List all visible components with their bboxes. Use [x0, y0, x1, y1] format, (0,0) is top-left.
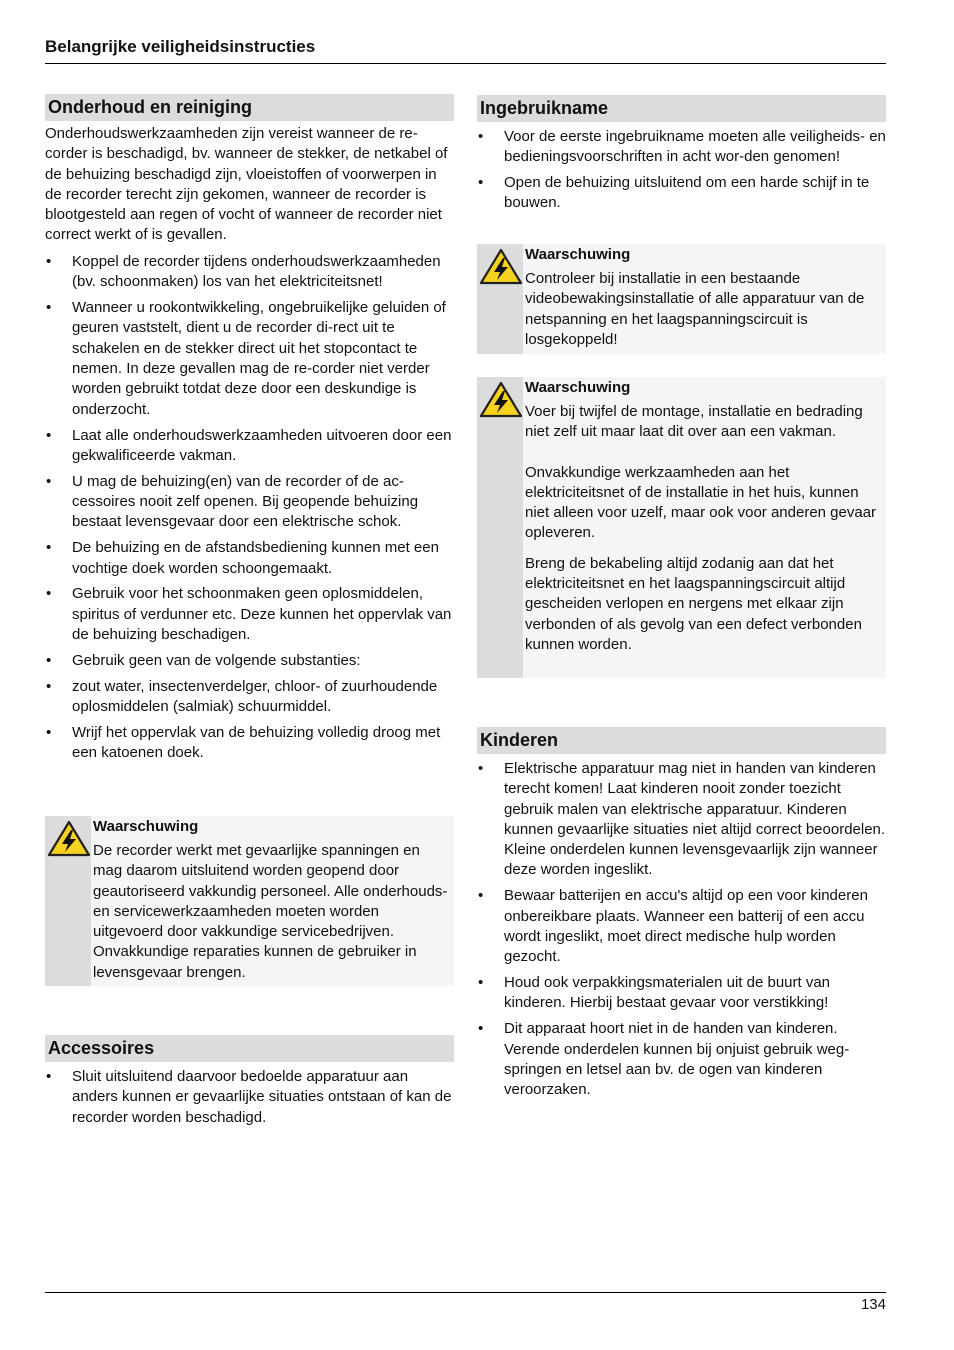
- ingebruikname-list: [477, 127, 886, 219]
- list-item: • Dit apparaat hoort niet in de handen van kinderen. Verende onderdelen kunnen bij onjuist gebruik weg-springen en letsel aan bv. de ogen van kinderen veroorzaken.: [478, 1020, 850, 1099]
- onderhoud-intro: Onderhoudswerkzaamheden zijn vereist wanneer de re-corder is beschadigd, bv. wanneer de stekker, de netkabel of de behuizing beschadigd zijn, vloeistoffen of voorwerpen in de recorder terecht zijn gekomen, wanneer de recorder is blootgesteld aan regen of vocht of wanneer de recorder niet correct werkt of is gevallen.: [45, 125, 448, 244]
- bullet: •: [46, 426, 52, 444]
- bullet: •: [478, 887, 484, 905]
- list-item: • Voor de eerste ingebruikname moeten alle veiligheids- en bedieningsvoorschriften in acht wor-den genomen!: [478, 128, 886, 166]
- list-item: • Open de behuizing uitsluitend om een harde schijf in te bouwen.: [478, 174, 870, 212]
- list-item: • Bewaar batterijen en accu's altijd op een voor kinderen onbereikbare plaats. Wanneer een batterij of een accu wordt ingeslikt, moet direct medische hulp worden gezocht.: [478, 887, 868, 966]
- list-item: • Wrijf het oppervlak van de behuizing volledig droog met een katoenen doek.: [46, 723, 441, 762]
- accessoires-list: [45, 1067, 454, 1133]
- bullet: •: [478, 974, 484, 992]
- warning-text: Controleer bij installatie in een bestaande videobewakingsinstallatie of alle apparatuur van de netspanning en het laagspanningscircuit is losgekoppeld!: [525, 270, 865, 348]
- page-footer: [45, 1292, 886, 1313]
- bullet: •: [46, 253, 52, 270]
- high-voltage-warning-icon: [479, 381, 523, 419]
- list-item: • Gebruik geen van de volgende substanties:: [45, 651, 454, 671]
- list-item: • Elektrische apparatuur mag niet in handen van kinderen terecht komen! Laat kinderen nooit zonder toezicht gebruik malen van elektrische apparatuur. Kinderen kunnen gevaarlijke situaties niet altijd correct beoordelen. Kleine onderdelen kunnen levensgevaarlijk zijn wanneer deze worden ingeslikt.: [478, 760, 886, 879]
- bullet: •: [46, 723, 52, 741]
- list-item: • Houd ook verpakkingsmaterialen uit de buurt van kinderen. Hierbij bestaat gevaar voor verstikking!: [478, 974, 831, 1012]
- page-number: 134: [860, 1296, 886, 1313]
- high-voltage-warning-icon: [47, 820, 91, 858]
- section-heading-accessoires: Accessoires: [45, 1035, 454, 1062]
- bullet: •: [478, 174, 484, 192]
- bullet: •: [46, 299, 52, 317]
- list-item: • U mag de behuizing(en) van de recorder of de ac-cessoires nooit zelf openen. Bij geopende behuizing bestaat levensgevaar door een elektrische schok.: [46, 472, 419, 531]
- list-item: • Gebruik voor het schoonmaken geen oplosmiddelen, spiritus of verdunner etc. Deze kunnen het oppervlak van de behuizing beschadigen.: [46, 585, 452, 644]
- warning-gutter: [477, 377, 523, 678]
- warning-text: De recorder werkt met gevaarlijke spanningen en mag daarom uitsluitend worden geopend door geautoriseerd vakkundig personeel. Alle onderhouds- en servicewerkzaamheden moeten worden uitgevoerd door vakkundige servicebedrijven. Onvakkundige reparaties kunnen de gebruiker in levensgevaar brengen.: [93, 842, 448, 981]
- warning-text: Breng de bekabeling altijd zodanig aan dat het elektriciteitsnet en het laagspanningscircuit altijd gescheiden verlopen en nergens met elkaar zijn verbonden of als gevolg van een defect verbonden kunnen worden.: [525, 554, 862, 653]
- list-item: • Koppel de recorder tijdens onderhoudswerkzaamheden (bv. schoonmaken) los van het elektriciteitsnet!: [46, 253, 441, 291]
- warning-text: Onvakkundige werkzaamheden aan het elektriciteitsnet of de installatie in het huis, kunnen niet alleen voor uzelf, maar ook voor anderen gevaar opleveren.: [525, 463, 877, 542]
- kinderen-list: [477, 759, 886, 1106]
- list-item: • Sluit uitsluitend daarvoor bedoelde apparatuur aan anders kunnen er gevaarlijke situaties ontstaan of kan de recorder worden beschadigd.: [46, 1068, 452, 1126]
- bullet: •: [478, 760, 484, 777]
- bullet: •: [46, 585, 52, 603]
- onderhoud-list: [45, 252, 454, 769]
- bullet: •: [46, 1068, 52, 1085]
- bullet: •: [478, 1020, 484, 1038]
- list-item: • Wanneer u rookontwikkeling, ongebruikelijke geluiden of geuren vaststelt, dient u de recorder di-rect uit te schakelen en de stekker direct uit het stopcontact te nemen. In deze gevallen mag de re-corder niet verder worden gebruikt totdat deze door een deskundige is onderzocht.: [46, 299, 446, 418]
- section-heading-ingebruikname: Ingebruikname: [477, 95, 886, 122]
- warning-box: [477, 377, 886, 678]
- bullet: •: [46, 472, 52, 490]
- bullet: •: [478, 128, 484, 145]
- warning-title: Waarschuwing: [525, 246, 631, 263]
- warning-title: Waarschuwing: [525, 379, 631, 396]
- list-item: • Laat alle onderhoudswerkzaamheden uitvoeren door een gekwalificeerde vakman.: [46, 426, 452, 464]
- bullet: •: [46, 677, 52, 695]
- section-heading-kinderen: Kinderen: [477, 727, 886, 754]
- list-item: • De behuizing en de afstandsbediening kunnen met een vochtige doek worden schoongemaakt.: [46, 539, 439, 577]
- section-heading-onderhoud: Onderhoud en reiniging: [45, 94, 454, 121]
- warning-box: [45, 816, 454, 986]
- page-header: [45, 36, 886, 64]
- bullet: •: [46, 539, 52, 557]
- bullet: •: [46, 651, 52, 669]
- warning-box: [477, 244, 886, 354]
- warning-title: Waarschuwing: [93, 818, 199, 835]
- list-item: • zout water, insectenverdelger, chloor- of zuurhoudende oplosmiddelen (salmiak) schuurmiddel.: [46, 677, 438, 716]
- page-title: Belangrijke veiligheidsinstructies: [45, 37, 316, 56]
- high-voltage-warning-icon: [479, 248, 523, 286]
- warning-text: Voer bij twijfel de montage, installatie en bedrading niet zelf uit maar laat dit over aan een vakman.: [525, 403, 863, 441]
